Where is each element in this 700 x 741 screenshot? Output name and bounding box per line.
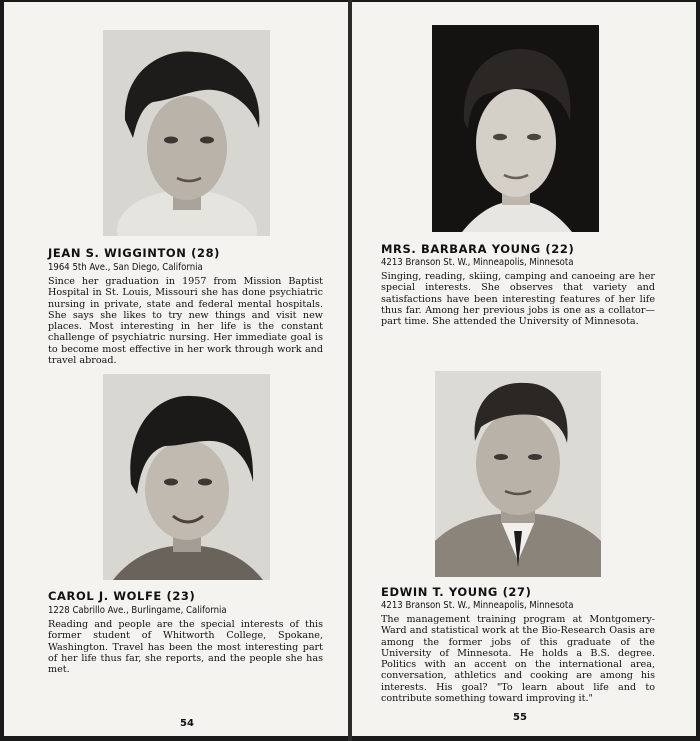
entry-address: 4213 Branson St. W., Minneapolis, Minnesota [381, 257, 574, 268]
page-number: 54 [180, 718, 194, 729]
right-page [352, 2, 696, 736]
entry-bio: Reading and people are the special interests of this former student of Whitworth College, Spokane, Washington. Travel has been the most interesting part of her life thus far, she reports, and the people she has met. [48, 619, 323, 676]
portrait-photo-jean-wigginton [103, 30, 270, 236]
entry-name: JEAN S. WIGGINTON (28) [48, 246, 221, 260]
entry-name: CAROL J. WOLFE (23) [48, 589, 196, 603]
entry-bio: Since her graduation in 1957 from Mission Baptist Hospital in St. Louis, Missouri she has done psychiatric nursing in private, state and federal mental hospitals. She says she likes to try new things and visit new places. Most interesting in her life is the constant challenge of psychiatric nursing. Her immediate goal is to become most effective in her work through work and travel abroad. [48, 276, 323, 367]
entry-bio: The management training program at Montgomery-Ward and statistical work at the Bio-Research Oasis are among the former jobs of this graduate of the University of Minnesota. He holds a B.S. degree. Politics with an accent on the international area, conversation, athletics and cooking are among his interests. His goal? "To learn about life and to contribute something toward improving it." [381, 614, 655, 705]
left-page [4, 2, 348, 736]
entry-name: MRS. BARBARA YOUNG (22) [381, 242, 575, 256]
entry-address: 1228 Cabrillo Ave., Burlingame, California [48, 605, 227, 616]
entry-address: 4213 Branson St. W., Minneapolis, Minnesota [381, 600, 574, 611]
portrait-photo-edwin-young [435, 371, 601, 577]
portrait-photo-barbara-young [432, 25, 599, 232]
entry-bio: Singing, reading, skiing, camping and canoeing are her special interests. She observes that variety and satisfactions have been interesting features of her life thus far. Among her previous jobs is one as a collator—part time. She attended the University of Minnesota. [381, 271, 655, 328]
entry-name: EDWIN T. YOUNG (27) [381, 585, 532, 599]
portrait-photo-carol-wolfe [103, 374, 270, 580]
entry-address: 1964 5th Ave., San Diego, California [48, 262, 203, 273]
page-number: 55 [513, 712, 527, 723]
